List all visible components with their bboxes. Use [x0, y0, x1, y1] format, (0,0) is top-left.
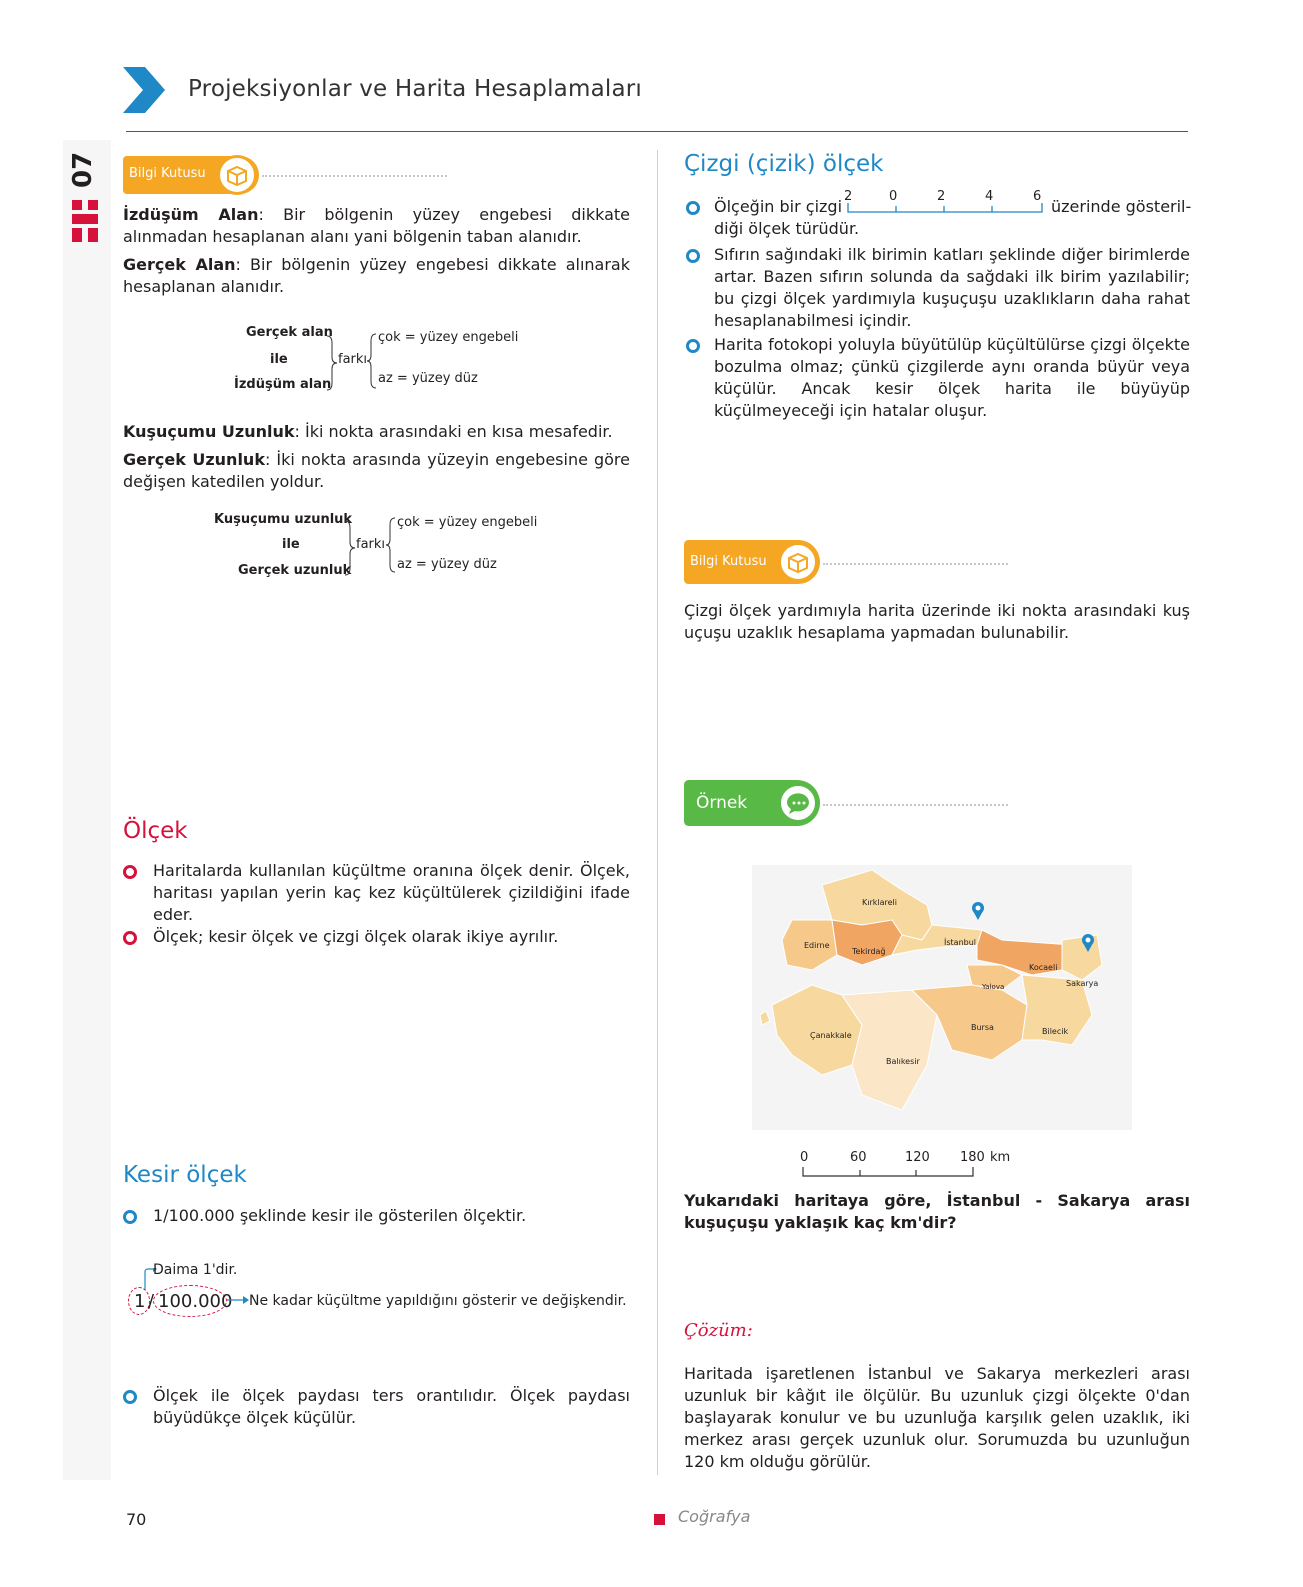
bullet-icon — [686, 339, 700, 353]
bullet-icon — [686, 201, 700, 215]
chevron-right-icon — [123, 67, 165, 113]
brace-icon — [367, 333, 377, 389]
gercek-alan-definition — [123, 254, 630, 298]
scale-tick-label: 2 — [844, 189, 853, 204]
scale-tick-label: 2 — [937, 189, 946, 204]
fraction-denominator: 100.000 — [158, 1291, 233, 1312]
cozum-label: Çözüm: — [684, 1320, 753, 1341]
kusucumu-text: : İki nokta arasındaki en kısa mesafedir. — [294, 422, 613, 441]
diagram-label: az = yüzey düz — [397, 557, 497, 572]
chat-bubble-icon — [778, 783, 818, 823]
fraction-diagram — [125, 1262, 635, 1332]
footer-square-icon — [654, 1514, 665, 1525]
bilgi-kutusu-badge — [123, 156, 259, 194]
map-label-tekirdag: Tekirdağ — [852, 947, 886, 956]
badge-dotted-line — [823, 563, 1008, 565]
cizgi-bullet-2: Sıfırın sağındaki ilk birimin katları şeklinde diğer birimlerde artar. Bazen sıfırın solunda da sağdaki ilk birim yazılabilir; bu çizgi ölçek yardımıyla kuşuçuşu uzaklıkların daha rahat hesaplanabilmesi içindir. — [714, 245, 1190, 330]
map-label-balikesir: Balıkesir — [886, 1057, 920, 1066]
column-divider — [657, 150, 658, 1475]
gercek-alan-term: Gerçek Alan — [123, 255, 236, 274]
scale-bar-line — [802, 1166, 974, 1178]
map-label-bursa: Bursa — [971, 1023, 994, 1032]
badge-dotted-line — [262, 175, 447, 177]
length-comparison-diagram — [214, 512, 574, 587]
cizgi-bullet-1-line2: diği ölçek türüdür. — [714, 219, 860, 238]
diagram-label: az = yüzey düz — [378, 371, 478, 386]
chapter-number: 07 — [68, 151, 98, 188]
side-band — [63, 140, 111, 1480]
kesir-bullet-2: Ölçek ile ölçek paydası ters orantılıdır. Ölçek paydası büyüdükçe ölçek küçülür. — [153, 1386, 630, 1427]
fraction-numerator: 1 — [134, 1291, 146, 1312]
header-divider — [126, 131, 1188, 132]
diagram-label: Gerçek uzunluk — [238, 563, 352, 578]
diagram-label: Kuşuçumu uzunluk — [214, 512, 353, 527]
map-shapes — [752, 865, 1132, 1130]
chapter-logo-icon — [70, 198, 102, 246]
cizgi-bullet-1-pre: Ölçeğin bir çizgi — [714, 197, 843, 216]
scale-tick-label: 120 — [905, 1150, 930, 1165]
page-header-title: Projeksiyonlar ve Harita Hesaplamaları — [188, 76, 642, 102]
scale-tick-label: 0 — [800, 1150, 809, 1165]
kesir-olcek-heading: Kesir ölçek — [123, 1162, 247, 1188]
badge-label: Bilgi Kutusu — [690, 554, 767, 569]
arrow-icon — [227, 1295, 249, 1305]
diagram-label: ile — [282, 537, 300, 552]
bullet-icon — [123, 865, 137, 879]
box-icon — [217, 155, 257, 195]
map-label-kirklareli: Kırklareli — [862, 898, 897, 907]
scale-tick-label: 60 — [850, 1150, 867, 1165]
box-icon — [778, 542, 818, 582]
scale-tick-label: 4 — [985, 189, 994, 204]
fraction-slash: / — [148, 1291, 155, 1312]
diagram-label: farkı — [338, 352, 368, 367]
badge-label: Bilgi Kutusu — [129, 166, 206, 181]
olcek-bullet-1: Haritalarda kullanılan küçültme oranına ölçek denir. Ölçek, haritası yapılan yerin kaç kez küçültülerek çizildiğini ifade eder. — [153, 861, 630, 924]
bullet-icon — [686, 249, 700, 263]
map-label-sakarya: Sakarya — [1066, 979, 1099, 988]
brace-icon — [386, 517, 396, 573]
cizgi-bullet-1-post: üzerinde gösteril- — [1051, 197, 1192, 216]
badge-label: Örnek — [696, 793, 748, 813]
marmara-region-map — [752, 865, 1132, 1130]
cizgi-olcek-heading: Çizgi (çizik) ölçek — [684, 151, 884, 177]
map-scale-bar — [800, 1150, 1030, 1182]
bullet-icon — [123, 1210, 137, 1224]
map-label-kocaeli: Kocaeli — [1029, 963, 1058, 972]
scale-tick-label: 180 — [960, 1150, 985, 1165]
map-label-edirne: Edirne — [804, 941, 830, 950]
diagram-label: çok = yüzey engebeli — [378, 330, 519, 345]
bilgi-kutusu-badge — [684, 540, 820, 584]
bilgi-kutusu-text: Çizgi ölçek yardımıyla harita üzerinde iki nokta arasındaki kuş uçuşu uzaklık hesaplama yapmadan bulunabilir. — [684, 601, 1190, 642]
scale-tick-label: 6 — [1033, 189, 1042, 204]
scale-bar-line — [847, 202, 1043, 214]
gercek-alan-text: : Bir bölgenin yüzey engebesi dikkate alınarak hesaplanan alanıdır. — [123, 255, 630, 296]
gercek-uzunluk-text: : İki nokta arasında yüzeyin engebesine göre değişen katedilen yoldur. — [123, 450, 630, 491]
solution-text: Haritada işaretlenen İstanbul ve Sakarya merkezleri arası uzunluk bir kâğıt ile ölçülür. Bu uzunluk çizgi ölçekte 0'dan başlayarak konulur ve bu uzunluğa karşılık gelen uzaklık, iki merkez arası gerçek uzunluk olur. Sorumuzda bu uzunluğun 120 km olduğu görülür. — [684, 1364, 1190, 1471]
kusucumu-definition — [123, 421, 630, 443]
footer-subject: Coğrafya — [678, 1507, 751, 1526]
scale-tick-label: 0 — [889, 189, 898, 204]
map-label-istanbul: İstanbul — [944, 938, 977, 947]
diagram-label: farkı — [356, 537, 386, 552]
gercek-uzunluk-definition — [123, 449, 630, 493]
inline-scale-bar — [844, 186, 1044, 218]
map-label-canakkale: Çanakkale — [810, 1031, 852, 1040]
brace-icon — [326, 335, 338, 391]
olcek-bullet-2: Ölçek; kesir ölçek ve çizgi ölçek olarak ikiye ayrılır. — [153, 927, 559, 946]
badge-dotted-line — [823, 804, 1008, 806]
olcek-heading: Ölçek — [123, 818, 188, 844]
fraction-note-daima: Daima 1'dir. — [153, 1262, 238, 1278]
diagram-label: Gerçek alan — [246, 325, 333, 340]
cizgi-bullet-3: Harita fotokopi yoluyla büyütülüp küçültülürse çizgi ölçekte bozulma olmaz; çünkü çizgilerde aynı oranda büyür veya küçülür. Ancak kesir ölçek harita ile büyüyüp küçülmeyeceği için hatalar oluşur. — [714, 335, 1190, 420]
diagram-label: çok = yüzey engebeli — [397, 515, 538, 530]
bullet-icon — [123, 931, 137, 945]
kusucumu-term: Kuşuçumu Uzunluk — [123, 422, 295, 441]
map-label-yalova: Yalova — [982, 983, 1005, 991]
izdusum-text: : Bir bölgenin yüzey engebesi dikkate alınmadan hesaplanan alanı yani bölgenin taban alanıdır. — [123, 205, 630, 246]
area-comparison-diagram — [230, 325, 550, 400]
page-number: 70 — [126, 1510, 147, 1529]
brace-icon — [344, 520, 356, 576]
gercek-uzunluk-term: Gerçek Uzunluk — [123, 450, 265, 469]
izdusum-definition — [123, 204, 630, 248]
izdusum-term: İzdüşüm Alan — [123, 205, 259, 224]
kesir-bullet-1: 1/100.000 şeklinde kesir ile gösterilen ölçektir. — [153, 1206, 527, 1225]
scale-unit-label: km — [990, 1150, 1011, 1165]
diagram-label: ile — [270, 352, 288, 367]
example-question: Yukarıdaki haritaya göre, İstanbul - Sakarya arası kuşuçuşu yaklaşık kaç km'dir? — [684, 1191, 1190, 1232]
fraction-note-denominator: Ne kadar küçültme yapıldığını gösterir ve değişkendir. — [249, 1293, 627, 1309]
ornek-badge — [684, 780, 820, 826]
diagram-label: İzdüşüm alan — [234, 377, 332, 392]
bullet-icon — [123, 1390, 137, 1404]
cizgi-bullet-1 — [714, 189, 1192, 242]
map-label-bilecik: Bilecik — [1042, 1027, 1069, 1036]
